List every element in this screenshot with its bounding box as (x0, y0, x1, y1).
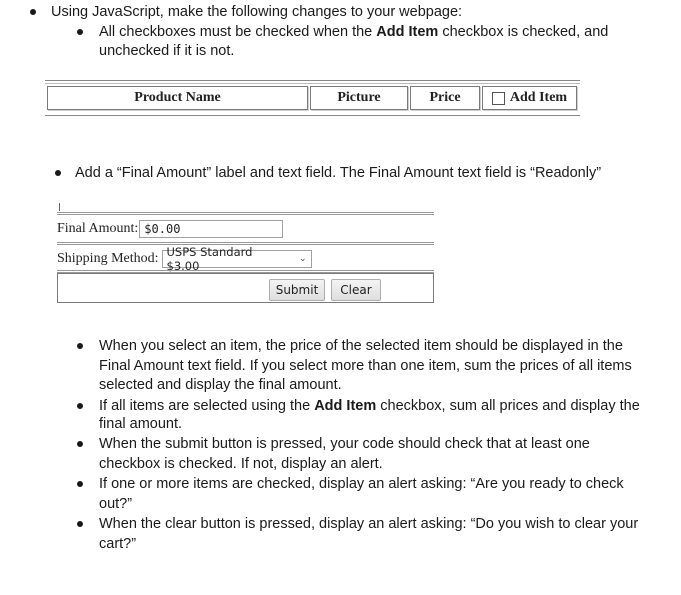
intro-sub-bold: Add Item (376, 24, 439, 40)
shipping-row (57, 245, 312, 273)
instruction-3-line-2: checkbox is checked. If not, display an alert. (99, 456, 383, 472)
bullet-instruction-2 (77, 403, 83, 409)
intro-sub-line1 (99, 22, 608, 42)
chevron-down-icon: ⌄ (298, 254, 307, 264)
col-product-name (47, 86, 308, 110)
col-price (410, 86, 480, 110)
intro-sub-line2: unchecked if it is not. (99, 43, 235, 59)
shipping-method-select[interactable] (162, 245, 312, 273)
shipping-method-label: Shipping Method: (57, 251, 159, 266)
product-table (45, 80, 580, 116)
instruction-1-line-2: Final Amount text field. If you select more than one item, sum the prices of all items (99, 358, 632, 374)
instruction-2-text: If all items are selected using the (99, 398, 315, 414)
instruction-3-line-1: When the submit button is pressed, your code should check that at least one (99, 436, 590, 452)
shipping-selected-value: USPS Standard $3.00 (166, 245, 253, 273)
col-price-label: Price (429, 90, 461, 105)
final-amount-field[interactable] (139, 220, 283, 238)
col-add-item[interactable] (482, 86, 577, 110)
bullet-instruction-5 (77, 521, 83, 527)
final-amount-label: Final Amount: (57, 221, 139, 236)
instruction-2-text-end: checkbox, sum all prices and display the (376, 398, 640, 414)
intro-sub-text: All checkboxes must be checked when the (99, 24, 377, 40)
clear-button[interactable]: Clear (331, 279, 381, 301)
table-rule (45, 83, 580, 84)
intro-sub-text-end: checkbox is checked, and (438, 24, 609, 40)
col-product-name-label: Product Name (134, 90, 221, 105)
instruction-2-line-2: final amount. (99, 416, 183, 432)
bullet-instruction-1 (77, 343, 83, 349)
bullet-main (30, 9, 36, 15)
col-add-item-label: Add Item (509, 90, 568, 105)
final-amount-instruction: Add a “Final Amount” label and text field. The Final Amount text field is “Readonly” (75, 165, 602, 181)
final-amount-row (57, 220, 283, 238)
submit-button[interactable]: Submit (269, 279, 325, 301)
bullet-final-amount (55, 170, 61, 176)
col-picture (310, 86, 408, 110)
instruction-4-line-2: out?” (99, 496, 133, 512)
col-picture-label: Picture (337, 90, 381, 105)
bullet-sub (77, 29, 83, 35)
instruction-4-line-1: If one or more items are checked, display an alert asking: “Are you ready to check (99, 476, 624, 492)
instruction-1-line-3: selected and display the final amount. (99, 377, 342, 393)
instruction-1-line-1: When you select an item, the price of the selected item should be displayed in the (99, 338, 623, 354)
instruction-5-line-2: cart?” (99, 536, 137, 552)
bullet-instruction-3 (77, 441, 83, 447)
bullet-instruction-4 (77, 481, 83, 487)
instruction-2-line-1 (99, 396, 640, 416)
form-divider-top (57, 212, 434, 215)
intro-line: Using JavaScript, make the following changes to your webpage: (51, 4, 463, 20)
instruction-2-bold: Add Item (314, 398, 377, 414)
add-item-checkbox[interactable] (492, 92, 505, 105)
cursor-mark (59, 203, 60, 211)
instruction-5-line-1: When the clear button is pressed, display an alert asking: “Do you wish to clear your (99, 516, 639, 532)
